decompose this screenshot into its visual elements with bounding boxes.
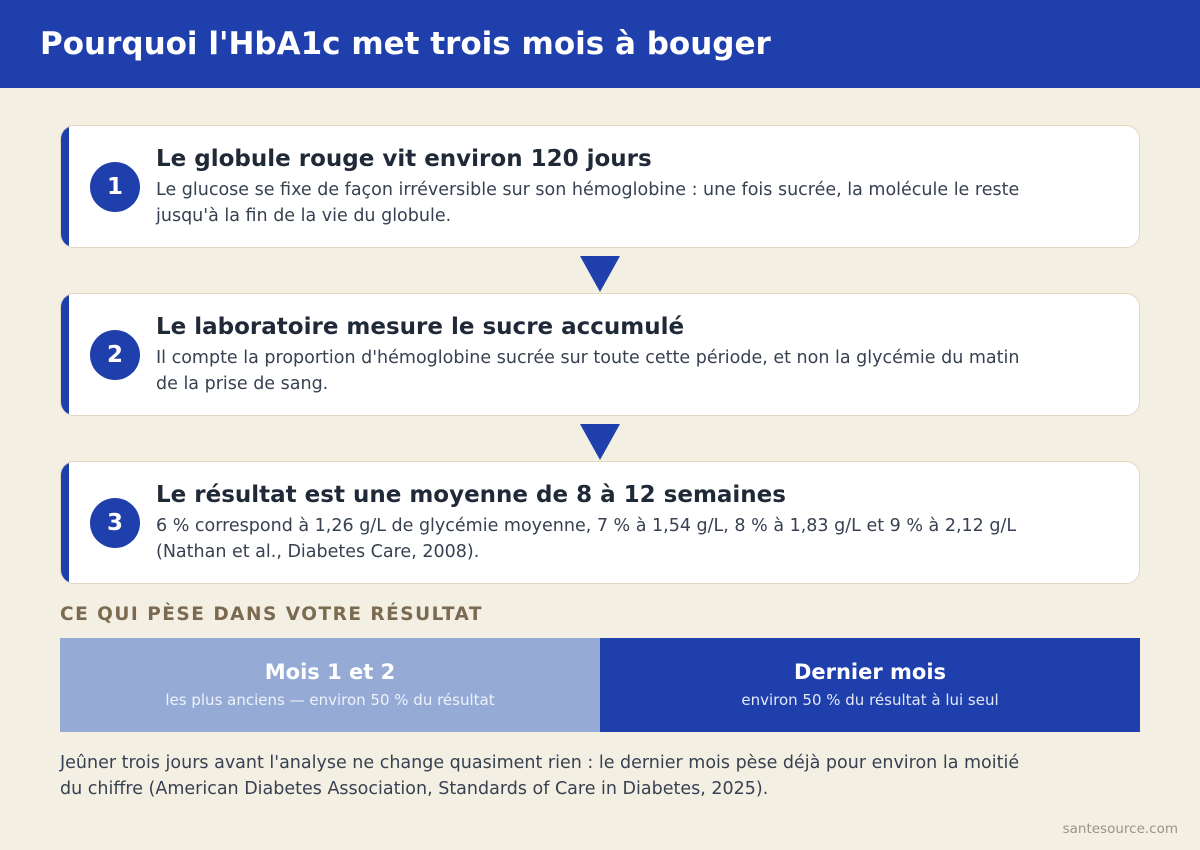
step-title: Le globule rouge vit environ 120 jours: [156, 146, 652, 172]
step-body: Le glucose se fixe de façon irréversible sur son hémoglobine : une fois sucrée, la molécule le reste jusqu'à la fin de la vie du globule.: [156, 180, 1020, 226]
step-number-badge: 2: [90, 330, 140, 380]
weight-bar-subtitle: environ 50 % du résultat à lui seul: [741, 691, 999, 709]
step-card-2: [60, 293, 1140, 416]
weight-bar-older-months: [60, 638, 600, 732]
weight-section-label: CE QUI PÈSE DANS VOTRE RÉSULTAT: [60, 604, 484, 625]
source-credit: santesource.com: [1062, 821, 1178, 837]
weight-bar-title: Mois 1 et 2: [264, 660, 396, 684]
step-body: 6 % correspond à 1,26 g/L de glycémie moyenne, 7 % à 1,54 g/L, 8 % à 1,83 g/L et 9 % à 2,12 g/L (Nathan et al., Diabetes Care, 2008).: [156, 516, 1017, 562]
weight-bar-subtitle: les plus anciens — environ 50 % du résultat: [165, 691, 495, 709]
step-accent-bar: [61, 126, 69, 247]
weight-bar-last-month: [600, 638, 1140, 732]
step-number-badge: 3: [90, 498, 140, 548]
step-body: Il compte la proportion d'hémoglobine sucrée sur toute cette période, et non la glycémie du matin de la prise de sang.: [156, 348, 1020, 394]
step-card-1: [60, 125, 1140, 248]
step-card-3: [60, 461, 1140, 584]
step-accent-bar: [61, 462, 69, 583]
down-arrow-icon: [580, 424, 620, 460]
page-title: Pourquoi l'HbA1c met trois mois à bouger: [40, 26, 771, 62]
page-header: [0, 0, 1200, 88]
step-title: Le résultat est une moyenne de 8 à 12 semaines: [156, 482, 786, 508]
step-number-badge: 1: [90, 162, 140, 212]
down-arrow-icon: [580, 256, 620, 292]
step-accent-bar: [61, 294, 69, 415]
footnote-text: Jeûner trois jours avant l'analyse ne change quasiment rien : le dernier mois pèse déjà pour environ la moitié du chiffre (American Diabetes Association, Standards of Care in Diabetes, 2025).: [60, 753, 1020, 799]
weight-bar-title: Dernier mois: [793, 660, 947, 684]
step-title: Le laboratoire mesure le sucre accumulé: [156, 314, 685, 340]
